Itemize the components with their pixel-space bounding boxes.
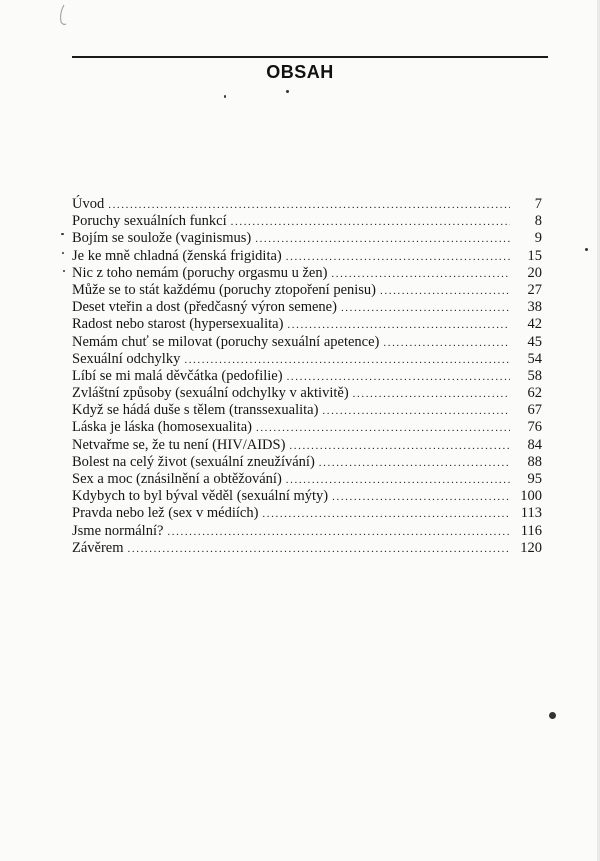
toc-entry-title: Nic z toho nemám (poruchy orgasmu u žen) bbox=[72, 264, 328, 281]
dot-leader bbox=[184, 352, 510, 369]
toc-entry-page: 7 bbox=[534, 196, 542, 212]
toc-entry-title: Láska je láska (homosexualita) bbox=[72, 419, 252, 436]
dot-leader bbox=[287, 317, 510, 334]
dot-leader bbox=[262, 506, 510, 523]
toc-entry-page: 88 bbox=[527, 453, 542, 470]
dot-leader bbox=[332, 489, 510, 506]
toc-entry-page: 8 bbox=[534, 213, 542, 230]
scan-speck bbox=[585, 248, 588, 251]
dot-leader bbox=[286, 472, 510, 489]
toc-entry-title: Může se to stát každému (poruchy ztopoření penisu) bbox=[72, 281, 377, 298]
toc-entry-title: Když se hádá duše s tělem (transsexualita) bbox=[72, 402, 319, 419]
dot-leader bbox=[380, 283, 510, 300]
toc-entry-title: Zvláštní způsoby (sexuální odchylky v aktivitě) bbox=[72, 385, 349, 402]
toc-entry-page: 42 bbox=[527, 316, 542, 333]
toc-entry-page: 116 bbox=[520, 522, 542, 539]
dot-leader bbox=[319, 455, 510, 472]
toc-entry-title: Netvařme se, že tu není (HIV/AIDS) bbox=[72, 436, 286, 453]
dot-leader bbox=[331, 266, 510, 283]
toc-entry-page: 84 bbox=[527, 436, 542, 453]
table-of-contents bbox=[72, 196, 542, 557]
toc-entry-page: 62 bbox=[527, 385, 542, 402]
dot-leader bbox=[322, 403, 510, 420]
toc-entry-page: 95 bbox=[527, 471, 542, 487]
dot-leader bbox=[256, 420, 510, 437]
toc-entry-page: 20 bbox=[527, 264, 542, 281]
toc-entry-title: Kdybych to byl býval věděl (sexuální mýty) bbox=[72, 488, 329, 505]
toc-entry-page: 120 bbox=[520, 539, 542, 556]
toc-entry bbox=[72, 368, 542, 385]
toc-entry-page: 58 bbox=[527, 367, 542, 384]
toc-entry bbox=[72, 471, 542, 488]
dot-leader bbox=[108, 197, 510, 214]
toc-entry-page: 38 bbox=[527, 299, 542, 316]
toc-entry bbox=[72, 454, 542, 471]
toc-entry bbox=[72, 488, 542, 505]
scan-speck bbox=[549, 712, 556, 719]
toc-entry bbox=[72, 351, 542, 368]
pencil-mark-icon bbox=[58, 4, 68, 26]
toc-entry-page: 67 bbox=[527, 402, 542, 419]
header-rule bbox=[72, 56, 548, 58]
toc-entry-title: Jsme normální? bbox=[72, 522, 164, 539]
scan-speck bbox=[286, 90, 289, 93]
toc-entry bbox=[72, 230, 542, 247]
toc-entry bbox=[72, 540, 542, 557]
toc-entry bbox=[72, 419, 542, 436]
toc-entry-title: Poruchy sexuálních funkcí bbox=[72, 213, 227, 230]
dot-leader bbox=[167, 524, 510, 541]
toc-entry bbox=[72, 385, 542, 402]
dot-leader bbox=[286, 249, 510, 266]
toc-entry bbox=[72, 196, 542, 213]
toc-entry-title: Nemám chuť se milovat (poruchy sexuální apetence) bbox=[72, 333, 380, 350]
toc-entry bbox=[72, 316, 542, 333]
toc-entry-title: Je ke mně chladná (ženská frigidita) bbox=[72, 247, 282, 264]
toc-entry-page: 100 bbox=[520, 488, 542, 505]
toc-entry-title: Deset vteřin a dost (předčasný výron semene) bbox=[72, 299, 337, 316]
toc-entry-title: Líbí se mi malá děvčátka (pedofilie) bbox=[72, 367, 283, 384]
toc-entry-page: 27 bbox=[527, 281, 542, 298]
toc-entry bbox=[72, 299, 542, 316]
scan-speck bbox=[63, 270, 65, 272]
dot-leader bbox=[128, 541, 510, 558]
dot-leader bbox=[341, 300, 510, 317]
dot-leader bbox=[289, 438, 510, 455]
toc-entry-title: Úvod bbox=[72, 196, 105, 212]
toc-entry bbox=[72, 213, 542, 230]
toc-entry-page: 54 bbox=[527, 350, 542, 367]
toc-entry bbox=[72, 248, 542, 265]
toc-entry bbox=[72, 437, 542, 454]
dot-leader bbox=[231, 214, 510, 231]
toc-entry-page: 15 bbox=[527, 247, 542, 264]
toc-entry-page: 76 bbox=[527, 419, 542, 436]
toc-entry bbox=[72, 265, 542, 282]
toc-entry-title: Sex a moc (znásilnění a obtěžování) bbox=[72, 471, 282, 487]
toc-entry bbox=[72, 334, 542, 351]
page-title: OBSAH bbox=[266, 62, 334, 82]
scan-speck bbox=[61, 233, 64, 235]
dot-leader bbox=[255, 231, 510, 248]
toc-entry bbox=[72, 402, 542, 419]
toc-entry-title: Pravda nebo lež (sex v médiích) bbox=[72, 505, 259, 522]
toc-entry-title: Závěrem bbox=[72, 539, 124, 556]
toc-entry-title: Bojím se soulože (vaginismus) bbox=[72, 230, 252, 247]
scan-speck bbox=[224, 95, 226, 98]
toc-entry bbox=[72, 523, 542, 540]
toc-entry-title: Radost nebo starost (hypersexualita) bbox=[72, 316, 284, 333]
dot-leader bbox=[383, 335, 510, 352]
toc-entry-title: Bolest na celý život (sexuální zneužívání) bbox=[72, 453, 315, 470]
scan-speck bbox=[62, 252, 64, 254]
toc-entry bbox=[72, 282, 542, 299]
toc-entry bbox=[72, 505, 542, 522]
dot-leader bbox=[287, 369, 510, 386]
toc-entry-page: 113 bbox=[520, 505, 542, 522]
toc-entry-title: Sexuální odchylky bbox=[72, 350, 181, 367]
toc-entry-page: 45 bbox=[527, 333, 542, 350]
dot-leader bbox=[353, 386, 510, 403]
toc-entry-page: 9 bbox=[534, 230, 542, 247]
